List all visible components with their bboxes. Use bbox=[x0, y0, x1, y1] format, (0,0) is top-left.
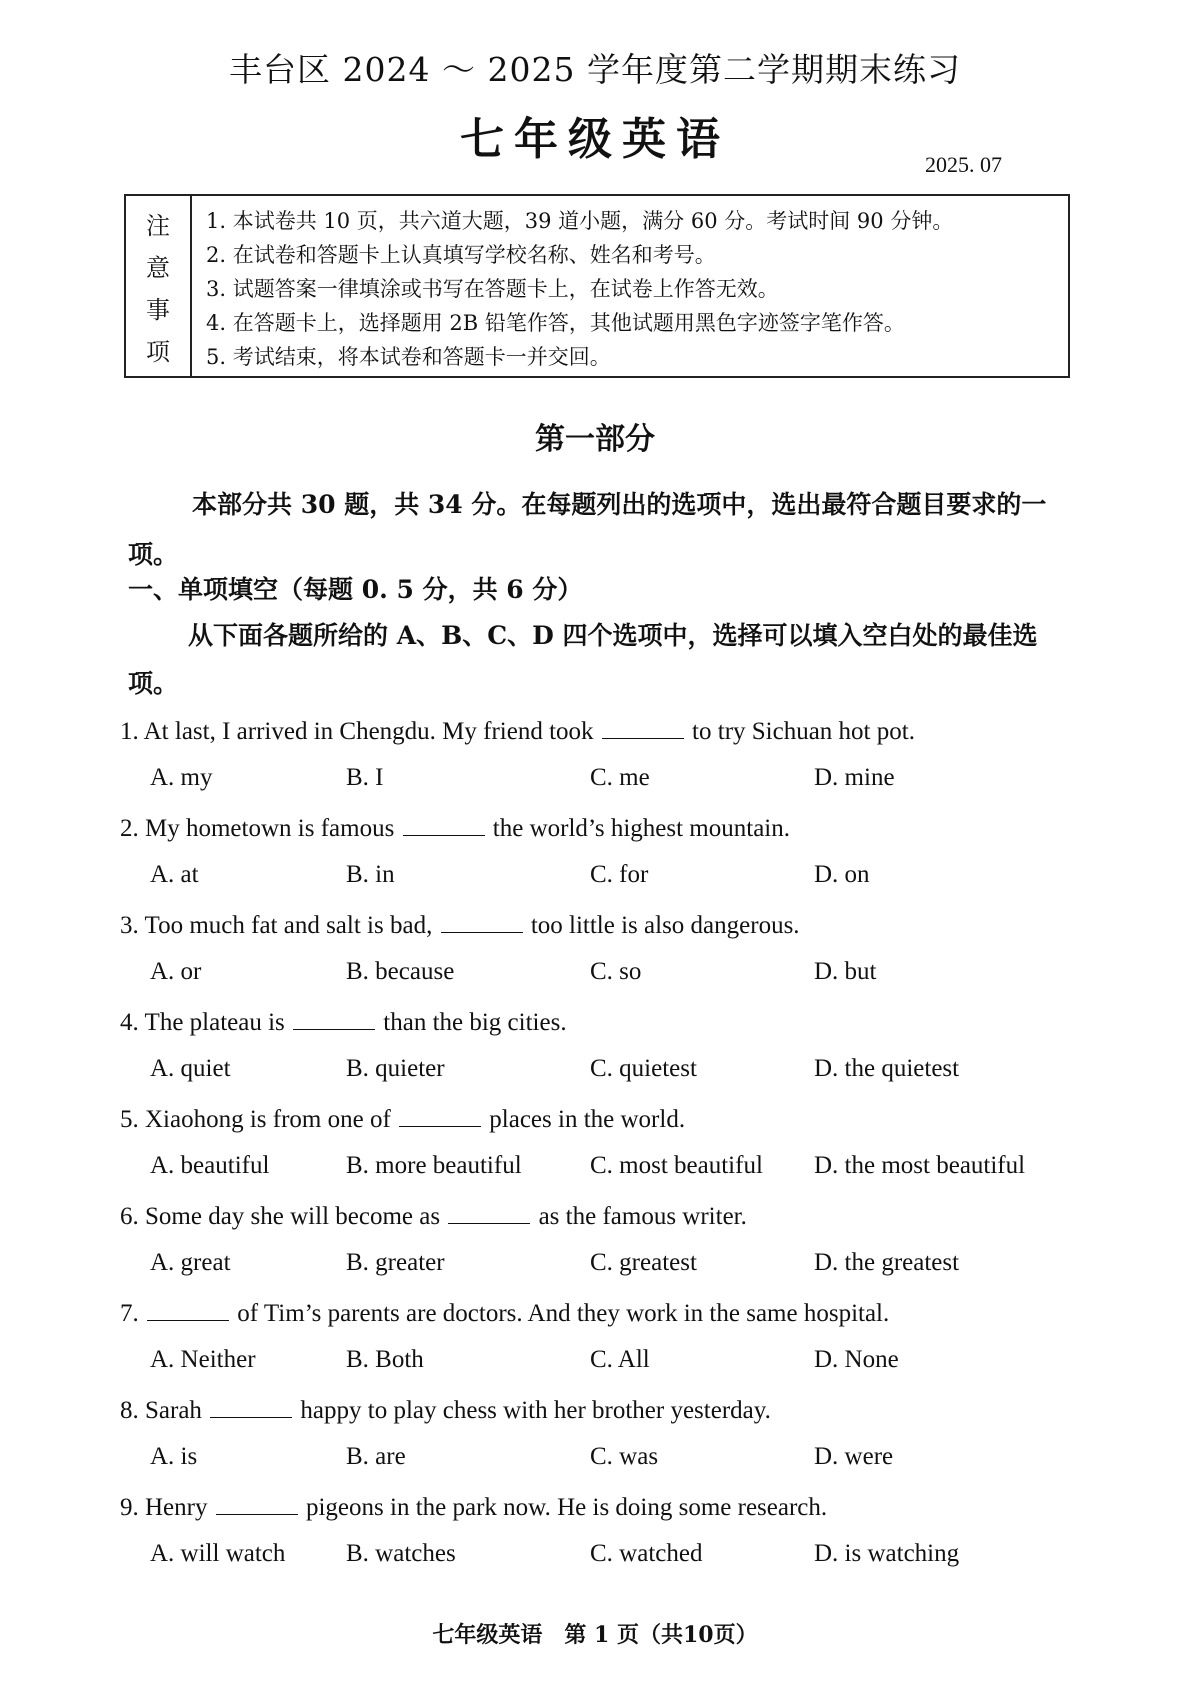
option-d: D. None bbox=[814, 1346, 899, 1373]
question-item bbox=[120, 805, 1080, 898]
question-text-before: 1. At last, I arrived in Chengdu. My friend took bbox=[120, 718, 594, 745]
option-b: B. I bbox=[346, 764, 384, 791]
part-instruction: 从下面各题所给的 A、B、C、D 四个选项中，选择可以填入空白处的最佳选项。 bbox=[128, 621, 1038, 698]
question-text-before: 8. Sarah bbox=[120, 1397, 202, 1424]
answer-blank bbox=[293, 1007, 375, 1030]
question-text-before: 6. Some day she will become as bbox=[120, 1203, 441, 1230]
option-a: A. my bbox=[150, 764, 213, 791]
notice-label-char: 意 bbox=[146, 253, 170, 282]
options-row bbox=[120, 1531, 1080, 1577]
option-b: B. because bbox=[346, 958, 455, 985]
option-b: B. are bbox=[346, 1443, 406, 1470]
option-a: A. Neither bbox=[150, 1346, 256, 1373]
option-c: C. me bbox=[590, 764, 650, 791]
notice-item: 2. 在试卷和答题卡上认真填写学校名称、姓名和考号。 bbox=[206, 243, 716, 267]
question-text-after: happy to play chess with her brother yesterday. bbox=[300, 1397, 771, 1424]
options-row bbox=[120, 755, 1080, 801]
question-stem bbox=[120, 708, 1080, 755]
options-row bbox=[120, 1337, 1080, 1383]
option-b: B. more beautiful bbox=[346, 1152, 522, 1179]
option-d: D. is watching bbox=[814, 1540, 960, 1567]
option-c: C. for bbox=[590, 861, 649, 888]
question-text-before: 4. The plateau is bbox=[120, 1009, 285, 1036]
question-text-after: than the big cities. bbox=[383, 1009, 567, 1036]
notice-label-char: 项 bbox=[146, 337, 170, 366]
option-a: A. at bbox=[150, 861, 199, 888]
option-a: A. great bbox=[150, 1249, 231, 1276]
answer-blank bbox=[448, 1201, 530, 1224]
question-text-before: 2. My hometown is famous bbox=[120, 815, 395, 842]
question-stem bbox=[120, 999, 1080, 1046]
option-b: B. in bbox=[346, 861, 395, 888]
notice-items bbox=[192, 196, 1068, 376]
question-item bbox=[120, 902, 1080, 995]
answer-blank bbox=[441, 910, 523, 933]
option-c: C. watched bbox=[590, 1540, 703, 1567]
option-d: D. but bbox=[814, 958, 877, 985]
option-d: D. the quietest bbox=[814, 1055, 960, 1082]
question-item bbox=[120, 999, 1080, 1092]
question-stem bbox=[120, 1387, 1080, 1434]
notice-item: 4. 在答题卡上，选择题用 2B 铅笔作答，其他试题用黑色字迹签字笔作答。 bbox=[206, 311, 905, 335]
page-footer: 七年级英语 第 1 页（共10页） bbox=[432, 1622, 758, 1648]
option-a: A. will watch bbox=[150, 1540, 286, 1567]
option-a: A. quiet bbox=[150, 1055, 231, 1082]
notice-item: 1. 本试卷共 10 页，共六道大题，39 道小题，满分 60 分。考试时间 90 分钟。 bbox=[206, 209, 954, 233]
option-c: C. was bbox=[590, 1443, 659, 1470]
answer-blank bbox=[403, 813, 485, 836]
option-b: B. greater bbox=[346, 1249, 445, 1276]
options-row bbox=[120, 1143, 1080, 1189]
question-item bbox=[120, 1387, 1080, 1480]
question-text-after: the world’s highest mountain. bbox=[492, 815, 790, 842]
option-d: D. the greatest bbox=[814, 1249, 960, 1276]
question-text-after: to try Sichuan hot pot. bbox=[692, 718, 915, 745]
answer-blank bbox=[399, 1104, 481, 1127]
notice-label-char: 注 bbox=[146, 211, 170, 240]
question-stem bbox=[120, 1193, 1080, 1240]
question-text-before: 3. Too much fat and salt is bad, bbox=[120, 912, 433, 939]
option-c: C. most beautiful bbox=[590, 1152, 763, 1179]
question-item bbox=[120, 1484, 1080, 1577]
section-title: 第一部分 bbox=[535, 422, 655, 457]
question-stem bbox=[120, 1290, 1080, 1337]
question-stem bbox=[120, 1484, 1080, 1531]
question-item bbox=[120, 1193, 1080, 1286]
option-b: B. Both bbox=[346, 1346, 424, 1373]
options-row bbox=[120, 1240, 1080, 1286]
option-b: B. watches bbox=[346, 1540, 456, 1567]
option-c: C. so bbox=[590, 958, 642, 985]
option-d: D. on bbox=[814, 861, 870, 888]
question-item bbox=[120, 1290, 1080, 1383]
options-row bbox=[120, 852, 1080, 898]
question-text-after: places in the world. bbox=[489, 1106, 686, 1133]
option-a: A. beautiful bbox=[150, 1152, 270, 1179]
question-list bbox=[120, 708, 1080, 1581]
option-d: D. mine bbox=[814, 764, 895, 791]
question-text-after: of Tim’s parents are doctors. And they work in the same hospital. bbox=[237, 1300, 890, 1327]
question-text-after: too little is also dangerous. bbox=[530, 912, 800, 939]
question-text-before: 9. Henry bbox=[120, 1494, 208, 1521]
option-d: D. the most beautiful bbox=[814, 1152, 1026, 1179]
option-c: C. quietest bbox=[590, 1055, 697, 1082]
part-heading: 一、单项填空（每题 0. 5 分，共 6 分） bbox=[128, 575, 583, 604]
question-text-after: as the famous writer. bbox=[538, 1203, 747, 1230]
notice-label bbox=[126, 196, 192, 376]
option-c: C. greatest bbox=[590, 1249, 697, 1276]
option-c: C. All bbox=[590, 1346, 650, 1373]
notice-item: 5. 考试结束，将本试卷和答题卡一并交回。 bbox=[206, 345, 611, 369]
section-intro: 本部分共 30 题，共 34 分。在每题列出的选项中，选出最符合题目要求的一项。 bbox=[128, 490, 1047, 569]
answer-blank bbox=[602, 716, 684, 739]
option-d: D. were bbox=[814, 1443, 894, 1470]
option-a: A. or bbox=[150, 958, 202, 985]
question-stem bbox=[120, 902, 1080, 949]
option-a: A. is bbox=[150, 1443, 198, 1470]
question-text-before: 5. Xiaohong is from one of bbox=[120, 1106, 391, 1133]
notice-box bbox=[124, 194, 1070, 378]
question-text-before: 7. bbox=[120, 1300, 139, 1327]
subject-title: 七年级英语 bbox=[460, 114, 730, 165]
exam-date: 2025. 07 bbox=[925, 152, 1002, 177]
options-row bbox=[120, 949, 1080, 995]
question-item bbox=[120, 708, 1080, 801]
question-stem bbox=[120, 1096, 1080, 1143]
answer-blank bbox=[210, 1395, 292, 1418]
notice-item: 3. 试题答案一律填涂或书写在答题卡上，在试卷上作答无效。 bbox=[206, 277, 779, 301]
notice-label-char: 事 bbox=[146, 295, 170, 324]
exam-title: 丰台区 2024 ～ 2025 学年度第二学期期末练习 bbox=[229, 50, 961, 89]
answer-blank bbox=[216, 1492, 298, 1515]
question-item bbox=[120, 1096, 1080, 1189]
option-b: B. quieter bbox=[346, 1055, 445, 1082]
question-stem bbox=[120, 805, 1080, 852]
options-row bbox=[120, 1434, 1080, 1480]
answer-blank bbox=[147, 1298, 229, 1321]
options-row bbox=[120, 1046, 1080, 1092]
question-text-after: pigeons in the park now. He is doing some research. bbox=[305, 1494, 828, 1521]
